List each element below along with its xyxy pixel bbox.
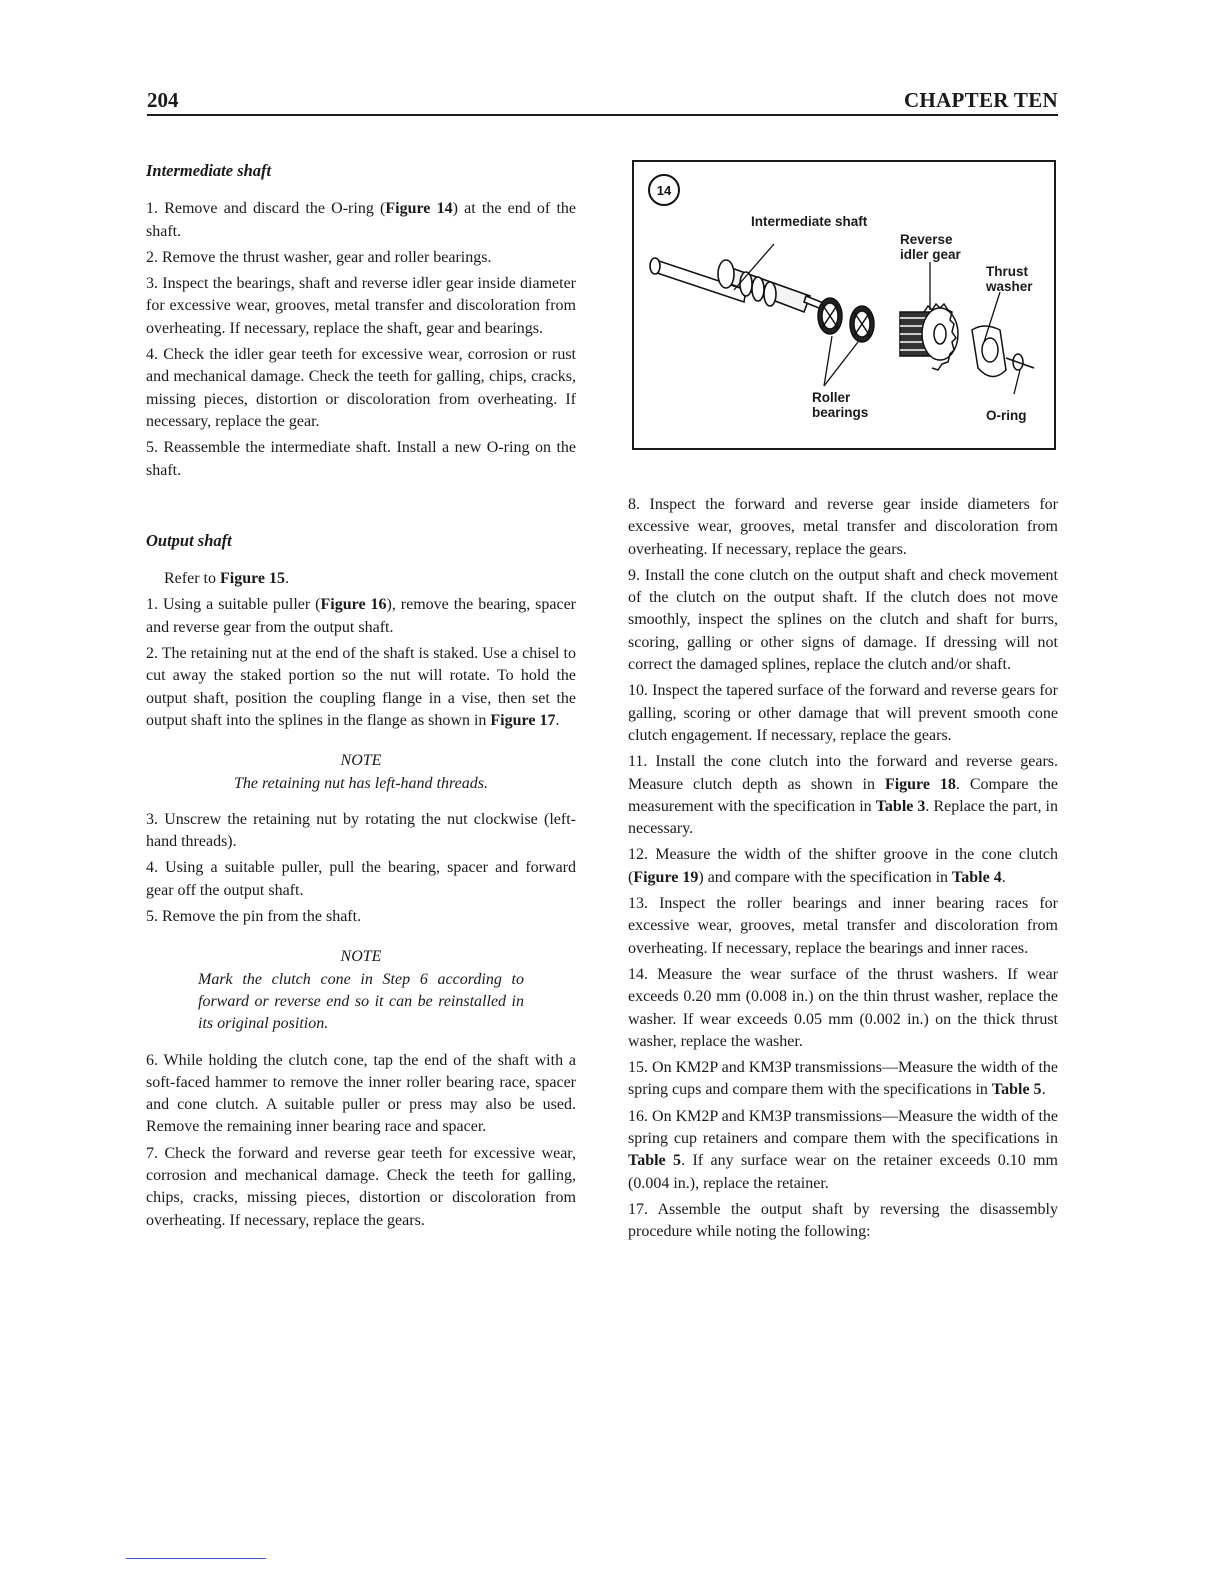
note-2 [146,946,576,1035]
footer-rule [126,1558,266,1559]
right-step-9: 16. On KM2P and KM3P transmissions—Measure the width of the spring cup retainers and compare them with the specifications in Table 5. If any surface wear on the retainer exceeds 0.10 mm (0.004 in.), replace the retainer. [628,1107,1059,1192]
section-heading-output: Output shaft [146,530,232,550]
note-1 [146,750,576,795]
right-step-7: 14. Measure the wear surface of the thrust washers. If wear exceeds 0.20 mm (0.008 in.) on the thin thrust washer, replace the washer. If wear exceeds 0.05 mm (0.002 in.) on the thick thrust washer, replace the washer. [628,965,1058,1050]
figure-number: 14 [656,183,672,198]
intermediate-step-5: 5. Reassemble the intermediate shaft. Install a new O-ring on the shaft. [146,439,576,479]
figure-14 [632,160,1056,450]
output-step-b-2: 4. Using a suitable puller, pull the bearing, spacer and forward gear off the output shaft. [146,859,576,899]
right-step-3: 10. Inspect the tapered surface of the forward and reverse gears for galling, scoring or other damage that will prevent smooth cone clutch engagement. If necessary, replace the gears. [628,682,1058,744]
right-step-1: 8. Inspect the forward and reverse gear inside diameters for excessive wear, grooves, metal transfer and discoloration from overheating. If necessary, replace the gears. [628,496,1058,558]
intermediate-step-3: 3. Inspect the bearings, shaft and reverse idler gear inside diameter for excessive wear, grooves, metal transfer and discoloration from overheating. If necessary, replace the shaft, gear and bearings. [146,275,576,337]
right-step-5: 12. Measure the width of the shifter groove in the cone clutch (Figure 19) and compare with the specification in Table 4. [628,846,1058,886]
o-ring-drawing [1006,354,1034,370]
label-o-ring: O-ring [986,408,1027,423]
intermediate-step-2: 2. Remove the thrust washer, gear and roller bearings. [146,248,492,266]
note-1-title: NOTE [340,752,382,770]
intermediate-steps [146,198,576,482]
idler-gear-drawing [900,304,958,370]
output-steps-a [146,594,576,732]
label-intermediate-shaft: Intermediate shaft [751,214,868,229]
right-step-10: 17. Assemble the output shaft by reversing the disassembly procedure while noting the following: [628,1200,1058,1241]
note-1-body: The retaining nut has left-hand threads. [234,774,488,792]
thrust-washer-drawing [972,326,1006,377]
output-step-b-1: 3. Unscrew the retaining nut by rotating the nut clockwise (left-hand threads). [146,810,576,851]
right-step-4: 11. Install the cone clutch into the forward and reverse gears. Measure clutch depth as shown in Figure 18. Compare the measurement with the specification in Table 3. Replace the part, in necessary. [628,753,1059,838]
label-reverse-idler-gear: Reverse idler gear [900,232,961,262]
output-step-b-3: 5. Remove the pin from the shaft. [146,908,362,926]
label-thrust-washer: Thrust washer [986,264,1033,294]
output-steps-b [146,809,576,928]
leader-lines [734,244,1020,394]
page-number: 204 [147,88,179,112]
chapter-title: CHAPTER TEN [903,88,1058,112]
output-step-1: 1. Using a suitable puller (Figure 16), remove the bearing, spacer and reverse gear from the output shaft. [146,596,576,636]
right-step-2: 9. Install the cone clutch on the output shaft and check movement of the clutch on the output shaft. If the clutch does not move smoothly, inspect the splines on the clutch and shaft for burrs, scoring, galling or other signs of damage. If dressing will not correct the damaged splines, replace the clutch and/or shaft. [628,566,1058,674]
intermediate-step-1: 1. Remove and discard the O-ring (Figure 14) at the end of the shaft. [146,200,576,240]
intermediate-step-4: 4. Check the idler gear teeth for excessive wear, corrosion or rust and mechanical damage. Check the teeth for galling, chips, cracks, missing pieces, distortion or discoloration from overheating. If necessary, replace the gear. [146,346,576,430]
roller-bearings-drawing [818,298,874,342]
refer-paragraph: Refer to Figure 15. [164,570,290,588]
note-2-body: Mark the clutch cone in Step 6 according to forward or reverse end so it can be reinstalled in its original position. [198,970,524,1033]
output-steps-c [146,1050,576,1232]
right-column [628,494,1058,1248]
left-column [146,160,576,1236]
right-step-8: 15. On KM2P and KM3P transmissions—Measure the width of the spring cups and compare them with the specifications in Table 5. [628,1059,1058,1099]
note-2-title: NOTE [340,948,382,966]
output-step-c-1: 6. While holding the clutch cone, tap the end of the shaft with a soft-faced hammer to remove the inner roller bearing race, spacer and cone clutch. A suitable puller or press may also be used. Remove the remaining inner bearing race and spacer. [146,1051,576,1136]
page-header [147,88,1058,116]
output-step-c-2: 7. Check the forward and reverse gear teeth for excessive wear, corrosion and mechanical damage. Check the teeth for galling, chips, cracks, missing pieces, distortion or discoloration from overheating. If necessary, replace the gears. [146,1144,576,1229]
section-heading-intermediate: Intermediate shaft [146,161,272,180]
right-step-6: 13. Inspect the roller bearings and inner bearing races for excessive wear, grooves, metal transfer and discoloration from overheating. If necessary, replace the bearings and inner races. [628,895,1058,957]
output-step-2: 2. The retaining nut at the end of the shaft is staked. Use a chisel to cut away the staked portion so the nut will rotate. To hold the output shaft, position the coupling flange in a vise, then set the output shaft into the splines in the flange as shown in Figure 17. [146,645,576,729]
label-roller-bearings: Roller bearings [812,390,869,420]
